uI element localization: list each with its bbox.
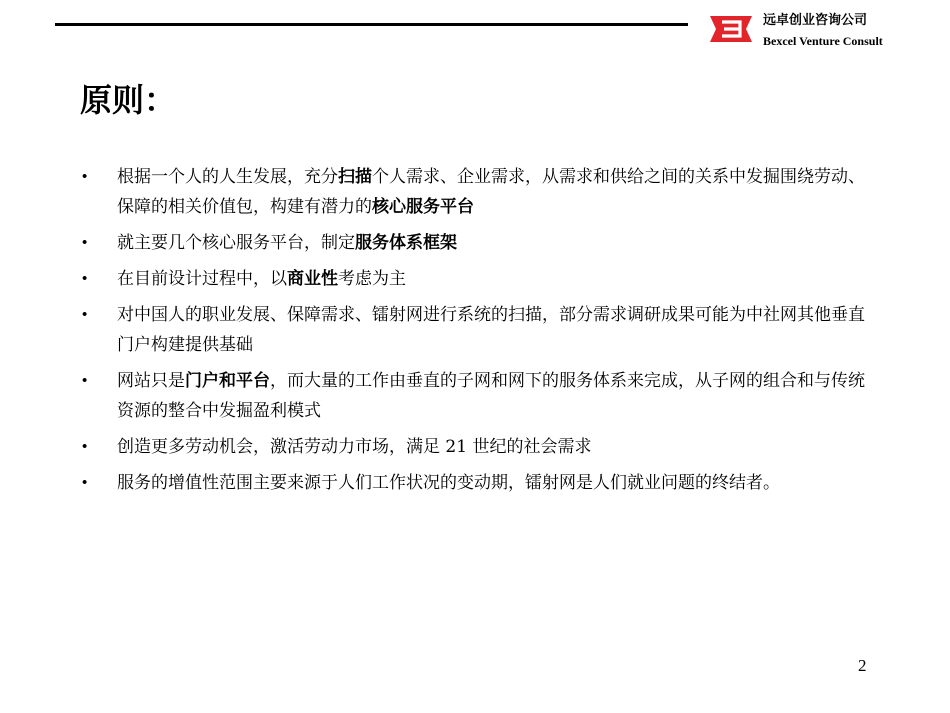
bullet-text: 考虑为主 [338, 269, 406, 289]
bullet-emphasis: 核心服务平台 [372, 197, 474, 217]
company-logo-icon [708, 13, 754, 45]
bullet-text: 创造更多劳动机会，激活劳动力市场，满足 21 世纪的社会需求 [117, 437, 592, 457]
company-name [763, 12, 943, 49]
bullet-text: 就主要几个核心服务平台，制定 [117, 233, 355, 253]
bullet-text: 网站只是 [117, 371, 185, 391]
bullet-marker: • [82, 234, 88, 251]
bullet-marker: • [82, 438, 88, 455]
bullet-text: 对中国人的职业发展、保障需求、镭射网进行系统的扫描，部分需求调研成果可能为中社网其他垂直门户构建提供基础 [117, 305, 865, 355]
bullet-item [82, 162, 872, 222]
bullet-list [82, 162, 872, 504]
bullet-item [82, 366, 872, 426]
company-name-en: Bexcel Venture Consult [763, 34, 883, 48]
bullet-marker: • [82, 270, 88, 287]
bullet-item [82, 468, 872, 498]
bullet-marker: • [82, 372, 88, 389]
bullet-text: 服务的增值性范围主要来源于人们工作状况的变动期，镭射网是人们就业问题的终结者。 [117, 473, 780, 493]
bullet-marker: • [82, 306, 88, 323]
bullet-text: 根据一个人的人生发展，充分 [117, 167, 338, 187]
bullet-item [82, 228, 872, 258]
bullet-text: 个人需求、企业需求，从需求和供给之间的关系中发掘围绕劳动、保障的相关价值包，构建有潜力的 [117, 167, 865, 217]
bullet-marker: • [82, 168, 88, 185]
slide-title: 原则： [80, 81, 177, 119]
bullet-item [82, 432, 872, 462]
header-rule [55, 23, 688, 26]
bullet-item [82, 264, 872, 294]
bullet-item [82, 300, 872, 360]
company-name-cn: 远卓创业咨询公司 [763, 13, 868, 28]
bullet-text: 在目前设计过程中，以 [117, 269, 287, 289]
bullet-text: ，而大量的工作由垂直的子网和网下的服务体系来完成，从子网的组合和与传统资源的整合中发掘盈利模式 [117, 371, 865, 421]
bullet-emphasis: 商业性 [287, 269, 338, 289]
bullet-emphasis: 扫描 [338, 167, 372, 187]
bullet-marker: • [82, 474, 88, 491]
page-number: 2 [858, 656, 867, 675]
bullet-emphasis: 服务体系框架 [355, 233, 457, 253]
bullet-emphasis: 门户和平台 [185, 371, 270, 391]
